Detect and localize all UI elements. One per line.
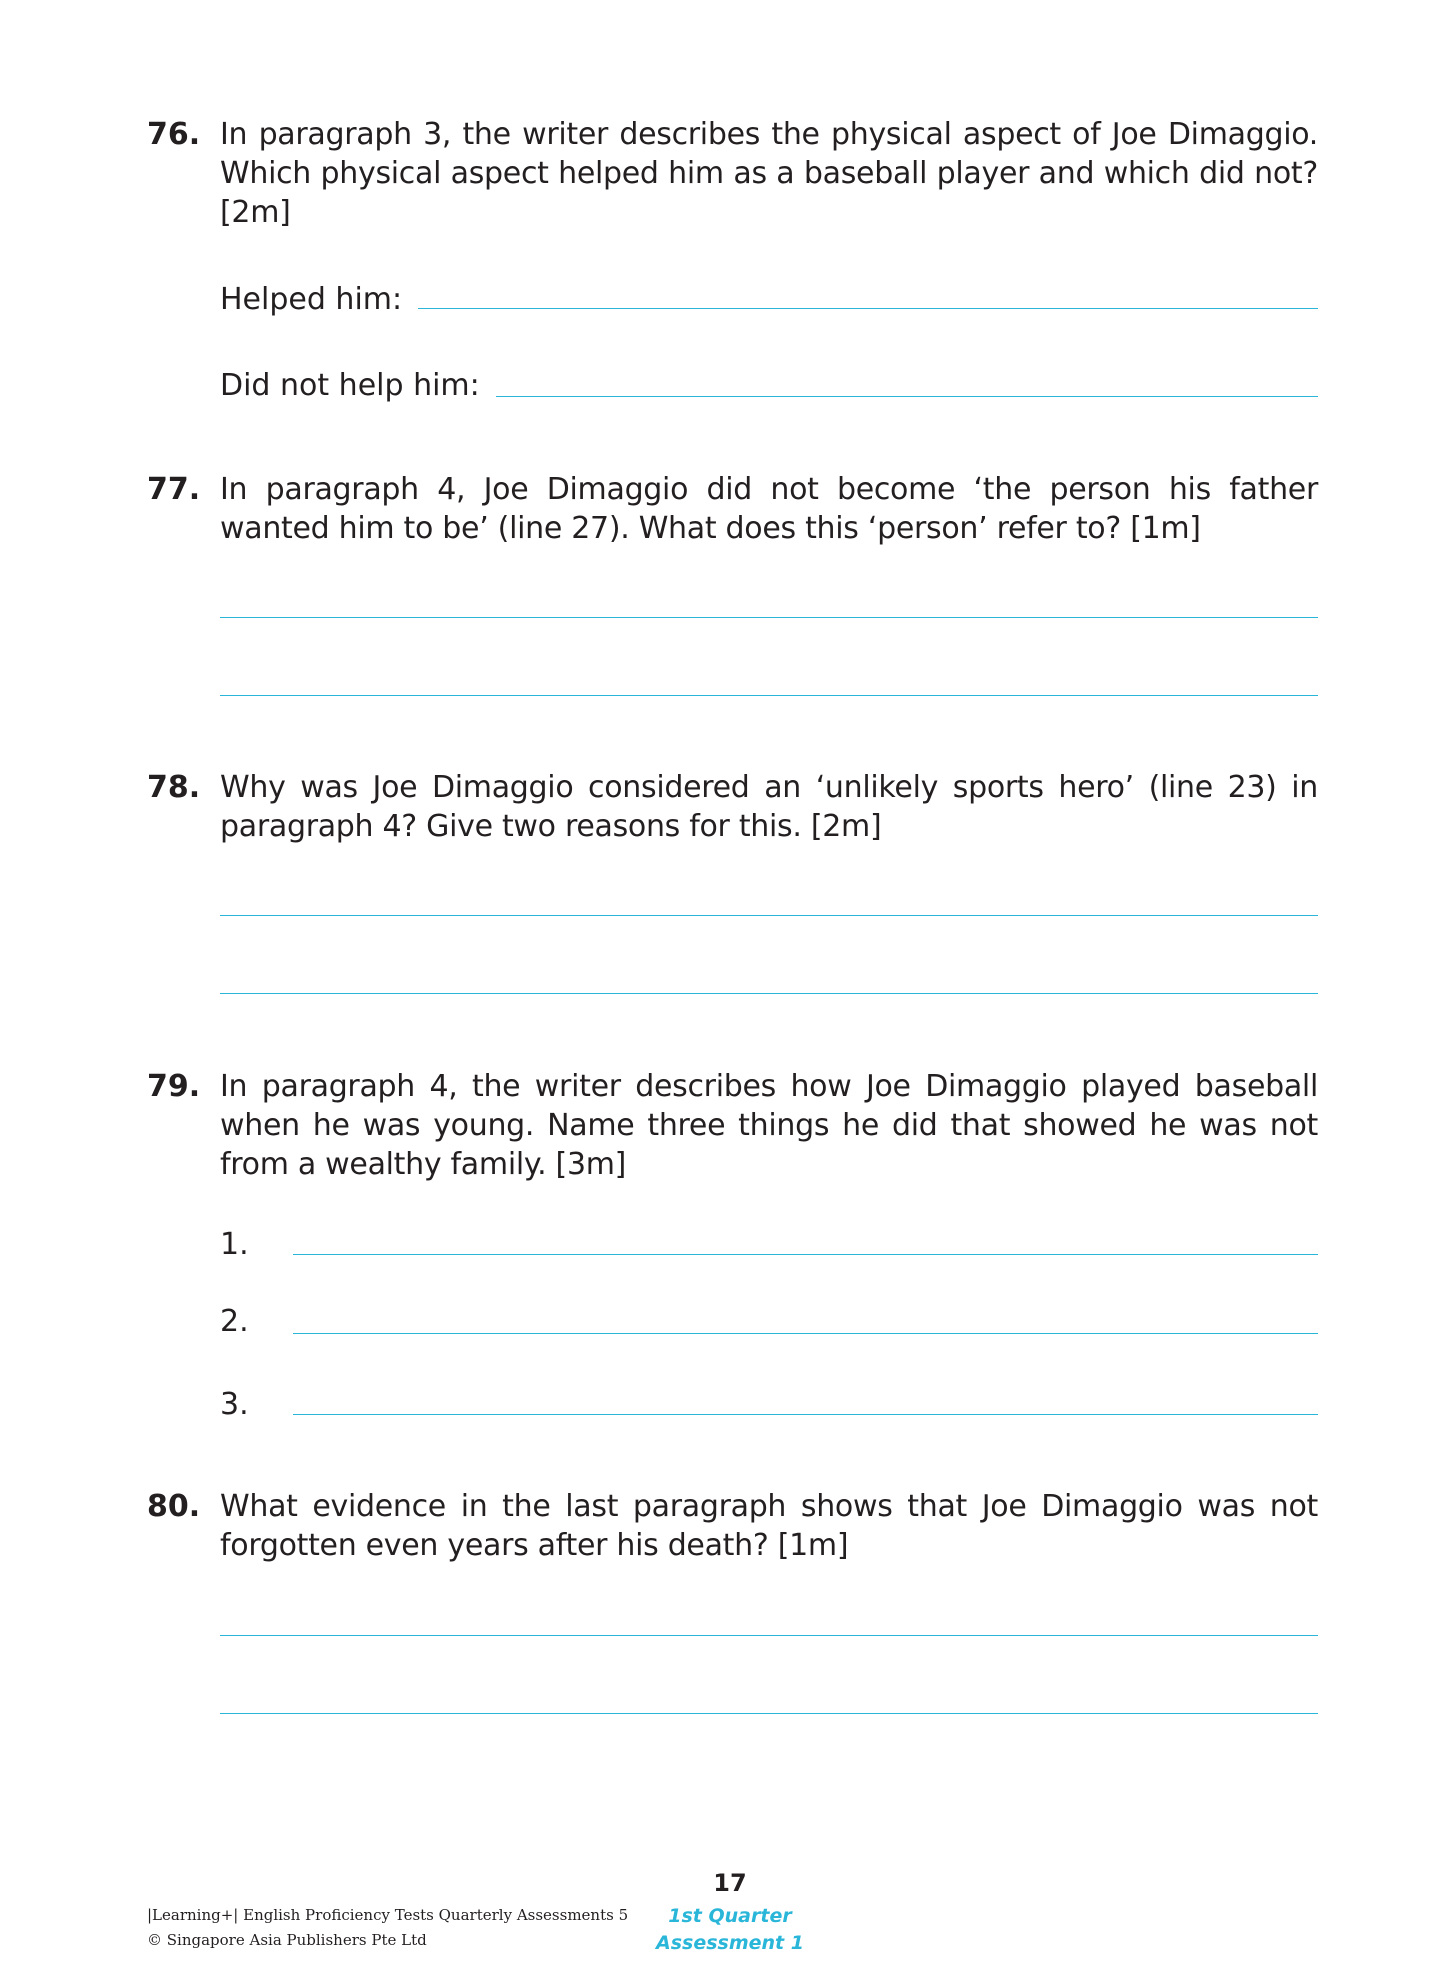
question-78-text: Why was Joe Dimaggio considered an ‘unlikely sports hero’ (line 23) in paragraph 4? Give two reasons for this. [2m] xyxy=(220,770,1318,844)
helped-him-label: Helped him: xyxy=(220,282,403,317)
answer-line-80-1[interactable] xyxy=(220,1635,1318,1636)
did-not-help-label: Did not help him: xyxy=(220,368,480,403)
question-76-text: In paragraph 3, the writer describes the physical aspect of Joe Dimaggio. Which physical aspect helped him as a baseball player and which did not? [2m] xyxy=(220,117,1318,230)
answer-line-77-1[interactable] xyxy=(220,617,1318,618)
question-78-number: 78. xyxy=(147,770,201,805)
question-77-number: 77. xyxy=(147,472,201,507)
answer-line-78-1[interactable] xyxy=(220,915,1318,916)
answer-line-76-did-not-help[interactable] xyxy=(496,396,1318,397)
answer-item-2-label: 2. xyxy=(220,1304,249,1339)
answer-item-3-label: 3. xyxy=(220,1387,249,1422)
question-79-number: 79. xyxy=(147,1069,201,1104)
answer-line-79-1[interactable] xyxy=(293,1254,1318,1255)
question-80-text: What evidence in the last paragraph shows that Joe Dimaggio was not forgotten even years after his death? [1m] xyxy=(220,1489,1318,1563)
answer-line-78-2[interactable] xyxy=(220,993,1318,994)
page-number: 17 xyxy=(713,1869,747,1897)
question-80-number: 80. xyxy=(147,1489,201,1524)
answer-line-79-2[interactable] xyxy=(293,1333,1318,1334)
quarter-label: 1st Quarter xyxy=(668,1905,792,1927)
answer-line-76-helped[interactable] xyxy=(418,308,1318,309)
answer-line-80-2[interactable] xyxy=(220,1713,1318,1714)
answer-line-77-2[interactable] xyxy=(220,695,1318,696)
question-76-number: 76. xyxy=(147,117,201,152)
answer-line-79-3[interactable] xyxy=(293,1414,1318,1415)
question-77-text: In paragraph 4, Joe Dimaggio did not become ‘the person his father wanted him to be’ (line 27). What does this ‘person’ refer to? [1m] xyxy=(220,472,1318,546)
copyright-line: © Singapore Asia Publishers Pte Ltd xyxy=(147,1931,427,1949)
book-title-line: |Learning+| English Proficiency Tests Quarterly Assessments 5 xyxy=(147,1906,629,1924)
question-79-text: In paragraph 4, the writer describes how Joe Dimaggio played baseball when he was young. Name three things he did that showed he was not from a wealthy family. [3m] xyxy=(220,1069,1318,1182)
answer-item-1-label: 1. xyxy=(220,1227,249,1262)
assessment-label: Assessment 1 xyxy=(656,1932,804,1954)
